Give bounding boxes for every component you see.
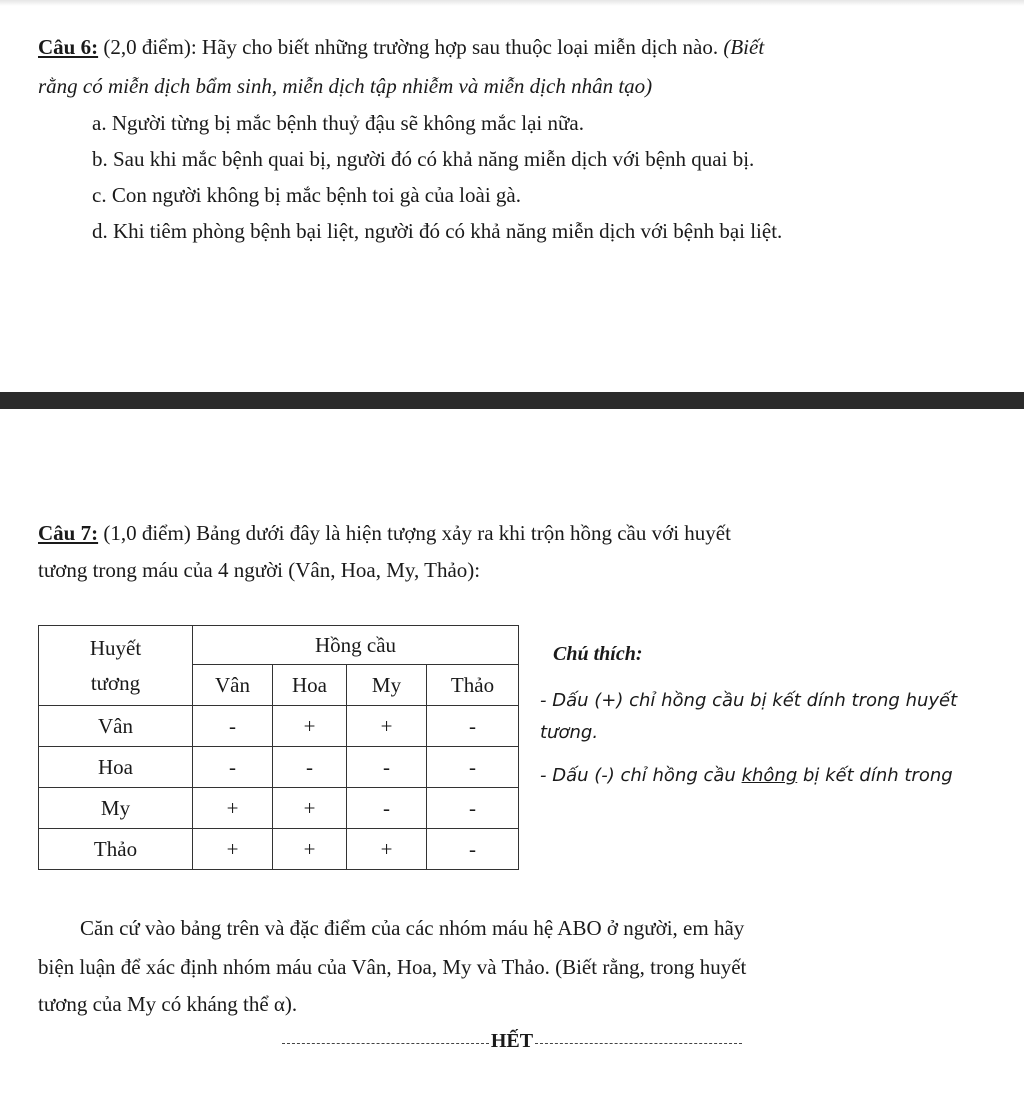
q7-line-1 bbox=[38, 520, 731, 546]
page-top-edge bbox=[0, 0, 1024, 6]
note-plus-line2: tương. bbox=[540, 722, 599, 743]
column-header: My bbox=[347, 665, 427, 706]
corner-header-line2: tương bbox=[90, 670, 141, 695]
table-cell: - bbox=[193, 706, 273, 747]
table-cell: - bbox=[347, 788, 427, 829]
table-cell: - bbox=[273, 747, 347, 788]
note-minus-emphasis: không bbox=[741, 765, 798, 786]
table-cell: + bbox=[273, 706, 347, 747]
table-row bbox=[39, 747, 519, 788]
table-cell: - bbox=[427, 788, 519, 829]
q6-option-b: b. Sau khi mắc bệnh quai bị, người đó có khả năng miễn dịch với bệnh quai bị. bbox=[92, 147, 755, 171]
notes-title: Chú thích: bbox=[553, 643, 643, 665]
group-header: Hồng cầu bbox=[193, 626, 519, 665]
q7-label: Câu 7: bbox=[38, 521, 99, 545]
row-header: Thảo bbox=[39, 829, 193, 870]
table-header-row bbox=[39, 626, 519, 665]
end-text: HẾT bbox=[490, 1029, 534, 1052]
table-cell: + bbox=[347, 706, 427, 747]
column-header: Thảo bbox=[427, 665, 519, 706]
note-minus-prefix: - Dấu (-) chỉ hồng cầu bbox=[540, 765, 742, 786]
q6-label: Câu 6: bbox=[38, 35, 99, 59]
corner-header bbox=[39, 626, 193, 706]
row-header: Hoa bbox=[39, 747, 193, 788]
table-cell: - bbox=[427, 747, 519, 788]
note-plus-line1: - Dấu (+) chỉ hồng cầu bị kết dính trong huyết bbox=[540, 690, 958, 711]
q7-intro: (1,0 điểm) Bảng dưới đây là hiện tượng xảy ra khi trộn hồng cầu với huyết bbox=[98, 521, 731, 545]
note-minus-suffix: bị kết dính trong bbox=[797, 765, 953, 786]
q6-hint-start: (Biết bbox=[723, 35, 765, 59]
note-minus bbox=[540, 765, 953, 786]
table-row bbox=[39, 788, 519, 829]
q7-task-line-3: tương của My có kháng thể α). bbox=[38, 992, 298, 1016]
q6-option-a: a. Người từng bị mắc bệnh thuỷ đậu sẽ không mắc lại nữa. bbox=[92, 111, 584, 135]
q6-line-1 bbox=[38, 34, 764, 60]
table-row bbox=[39, 829, 519, 870]
column-header: Hoa bbox=[273, 665, 347, 706]
table-cell: - bbox=[427, 829, 519, 870]
q6-option-c: c. Con người không bị mắc bệnh toi gà của loài gà. bbox=[92, 183, 521, 207]
end-marker bbox=[282, 1028, 742, 1054]
q7-task-line-2: biện luận để xác định nhóm máu của Vân, Hoa, My và Thảo. (Biết rằng, trong huyết bbox=[38, 955, 747, 979]
table-cell: - bbox=[427, 706, 519, 747]
table-cell: + bbox=[347, 829, 427, 870]
table-cell: - bbox=[347, 747, 427, 788]
table-cell: + bbox=[193, 829, 273, 870]
table-row bbox=[39, 706, 519, 747]
table-cell: + bbox=[273, 829, 347, 870]
end-dash-right bbox=[535, 1043, 742, 1044]
q7-task-line-1: Căn cứ vào bảng trên và đặc điểm của các nhóm máu hệ ABO ở người, em hãy bbox=[80, 916, 745, 940]
end-dash-left bbox=[282, 1043, 489, 1044]
q7-line-2: tương trong máu của 4 người (Vân, Hoa, My, Thảo): bbox=[38, 558, 481, 582]
row-header: Vân bbox=[39, 706, 193, 747]
table-cell: - bbox=[193, 747, 273, 788]
table-cell: + bbox=[193, 788, 273, 829]
row-header: My bbox=[39, 788, 193, 829]
blood-reaction-table bbox=[38, 625, 519, 870]
q6-intro: (2,0 điểm): Hãy cho biết những trường hợp sau thuộc loại miễn dịch nào. bbox=[98, 35, 724, 59]
table-cell: + bbox=[273, 788, 347, 829]
corner-header-line1: Huyết bbox=[89, 635, 142, 660]
q6-hint: rằng có miễn dịch bẩm sinh, miễn dịch tập nhiễm và miễn dịch nhân tạo) bbox=[38, 74, 653, 98]
q6-option-d: d. Khi tiêm phòng bệnh bại liệt, người đó có khả năng miễn dịch với bệnh bại liệt. bbox=[92, 219, 783, 243]
column-header: Vân bbox=[193, 665, 273, 706]
section-divider bbox=[0, 392, 1024, 409]
